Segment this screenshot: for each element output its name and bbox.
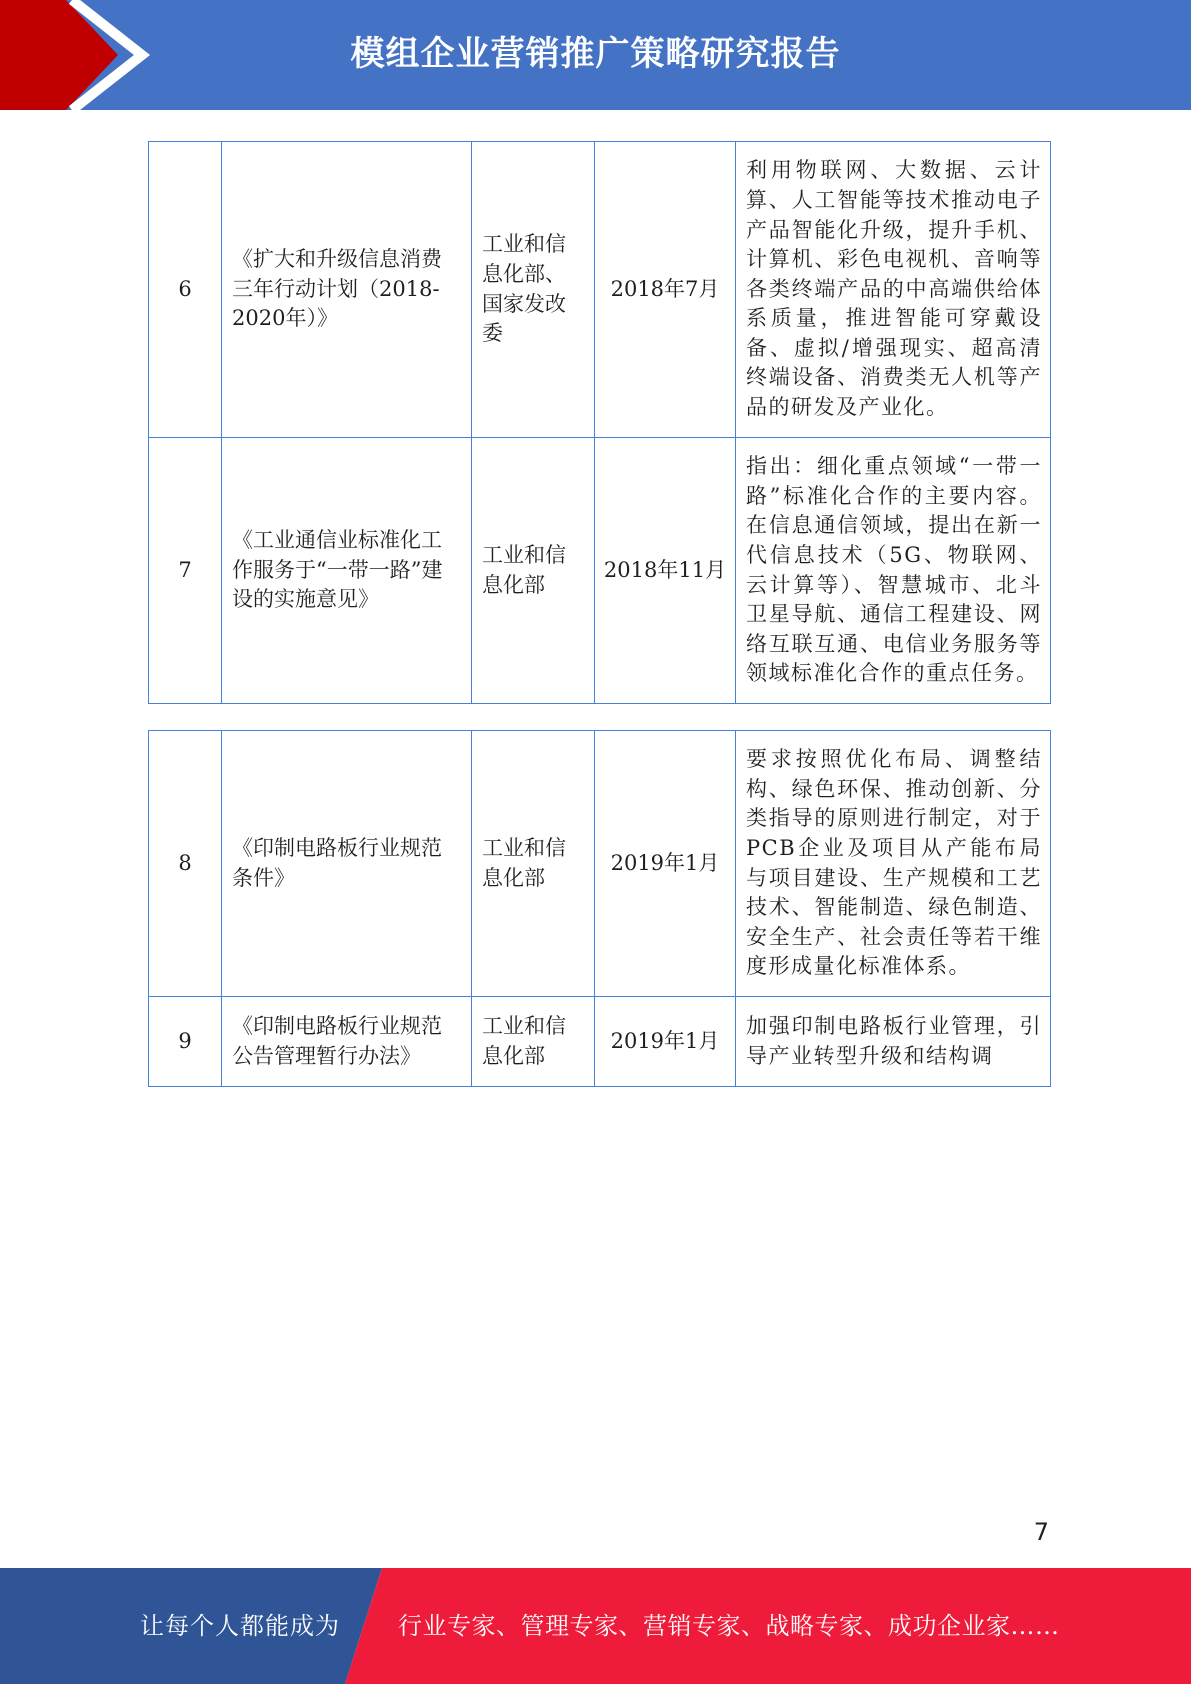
policy-table-part-1 bbox=[148, 141, 1044, 707]
policy-description: 加强印制电路板行业管理，引导产业转型升级和结构调 bbox=[746, 1013, 1042, 1068]
policy-name: 《印制电路板行业规范公告管理暂行办法》 bbox=[232, 1013, 442, 1068]
issue-date: 2018年11月 bbox=[595, 438, 736, 704]
footer-slogan-left: 让每个人都能成为 bbox=[140, 1612, 340, 1640]
row-number: 7 bbox=[149, 438, 222, 704]
policy-name: 《扩大和升级信息消费三年行动计划（2018-2020年）》 bbox=[232, 247, 442, 331]
issuing-department: 工业和信息化部 bbox=[482, 542, 566, 597]
page-footer bbox=[0, 1568, 1191, 1684]
policy-description: 要求按照优化布局、调整结构、绿色环保、推动创新、分类指导的原则进行制定，对于PCB企业及项目从产能布局与项目建设、生产规模和工艺技术、智能制造、绿色制造、安全生产、社会责任等若干维度形成量化标准体系。 bbox=[746, 747, 1042, 979]
issue-date: 2018年7月 bbox=[595, 142, 736, 438]
policy-description: 指出：细化重点领域“一带一路”标准化合作的主要内容。在信息通信领域，提出在新一代信息技术（5G、物联网、云计算等）、智慧城市、北斗卫星导航、通信工程建设、网络互联互通、电信业务服务等领域标准化合作的重点任务。 bbox=[746, 454, 1042, 686]
table-row bbox=[149, 142, 1051, 438]
footer-slogan-right: 行业专家、管理专家、营销专家、战略专家、成功企业家…… bbox=[398, 1612, 1060, 1640]
issuing-department: 工业和信息化部、国家发改委 bbox=[482, 232, 566, 346]
report-title: 模组企业营销推广策略研究报告 bbox=[350, 34, 841, 74]
issue-date: 2019年1月 bbox=[595, 731, 736, 997]
page-header bbox=[0, 0, 1191, 110]
policy-table bbox=[148, 730, 1051, 1087]
table-row bbox=[149, 438, 1051, 704]
row-number: 6 bbox=[149, 142, 222, 438]
table-row bbox=[149, 997, 1051, 1087]
page-number: 7 bbox=[1033, 1518, 1049, 1546]
table-row bbox=[149, 731, 1051, 997]
issuing-department: 工业和信息化部 bbox=[482, 1013, 566, 1068]
policy-table-part-2 bbox=[148, 730, 1044, 1068]
policy-table bbox=[148, 141, 1051, 704]
policy-name: 《印制电路板行业规范条件》 bbox=[232, 835, 442, 890]
issue-date: 2019年1月 bbox=[595, 997, 736, 1087]
issuing-department: 工业和信息化部 bbox=[482, 835, 566, 890]
row-number: 8 bbox=[149, 731, 222, 997]
row-number: 9 bbox=[149, 997, 222, 1087]
policy-name: 《工业通信业标准化工作服务于“一带一路”建设的实施意见》 bbox=[232, 528, 443, 612]
policy-description: 利用物联网、大数据、云计算、人工智能等技术推动电子产品智能化升级，提升手机、计算机、彩色电视机、音响等各类终端产品的中高端供给体系质量，推进智能可穿戴设备、虚拟/增强现实、超高清终端设备、消费类无人机等产品的研发及产业化。 bbox=[746, 158, 1042, 420]
